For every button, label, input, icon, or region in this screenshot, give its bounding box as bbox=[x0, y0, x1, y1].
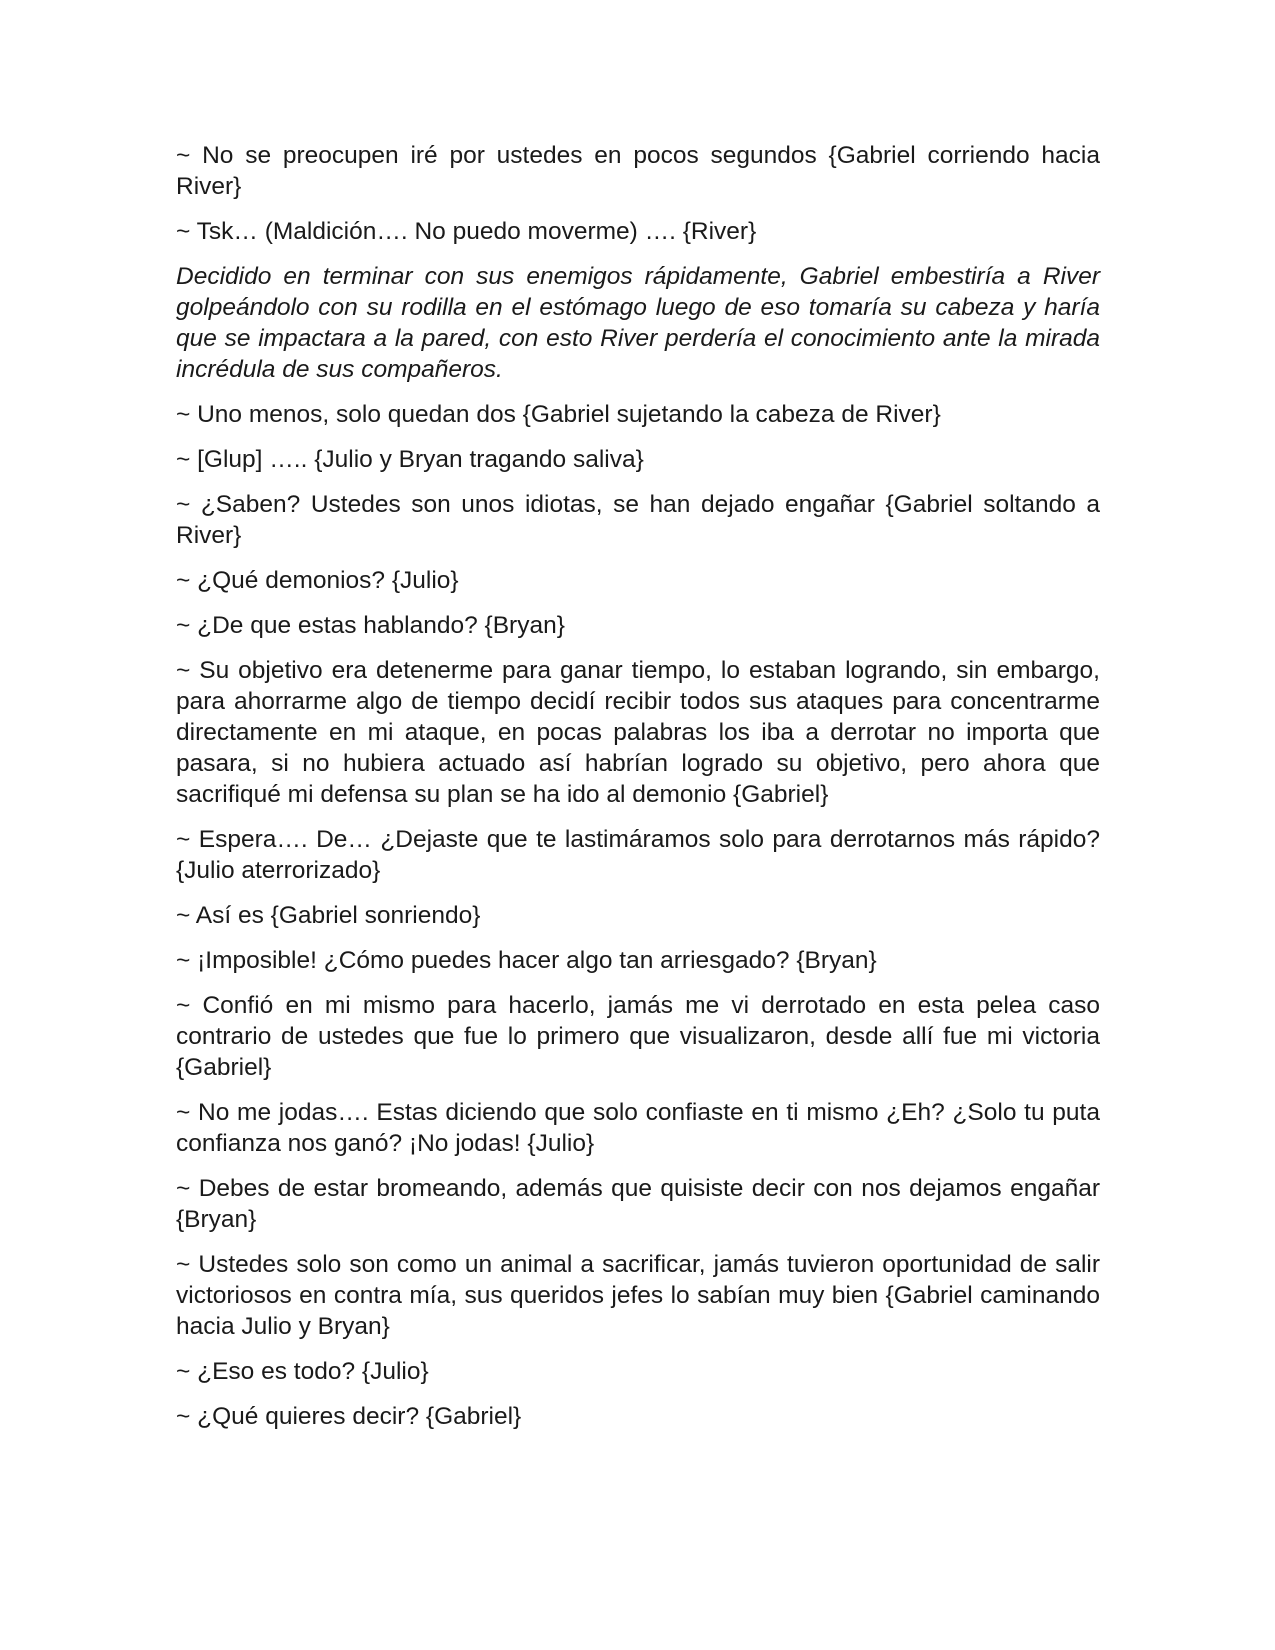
dialogue-line: ~ No se preocupen iré por ustedes en pocos segundos {Gabriel corriendo hacia River} bbox=[176, 142, 1100, 200]
dialogue-line: ~ Espera…. De… ¿Dejaste que te lastimáramos solo para derrotarnos más rápido? {Julio aterrorizado} bbox=[176, 826, 1100, 884]
dialogue-line: ~ [Glup] ….. {Julio y Bryan tragando saliva} bbox=[176, 446, 644, 473]
dialogue-line: ~ Ustedes solo son como un animal a sacrificar, jamás tuvieron oportunidad de salir victoriosos en contra mía, sus queridos jefes lo sabían muy bien {Gabriel caminando hacia Julio y Bryan} bbox=[176, 1251, 1100, 1340]
dialogue-line: ~ ¿De que estas hablando? {Bryan} bbox=[176, 612, 565, 639]
dialogue-line: ~ Confió en mi mismo para hacerlo, jamás me vi derrotado en esta pelea caso contrario de ustedes que fue lo primero que visualizaron, desde allí fue mi victoria {Gabriel} bbox=[176, 992, 1100, 1081]
dialogue-line: ~ Su objetivo era detenerme para ganar tiempo, lo estaban logrando, sin embargo, para ahorrarme algo de tiempo decidí recibir todos sus ataques para concentrarme directamente en mi ataque, en pocas palabras los iba a derrotar no importa que pasara, si no hubiera actuado así habrían logrado su objetivo, pero ahora que sacrifiqué mi defensa su plan se ha ido al demonio {Gabriel} bbox=[176, 657, 1100, 808]
dialogue-line: ~ Así es {Gabriel sonriendo} bbox=[176, 902, 481, 929]
dialogue-line: ~ Tsk… (Maldición…. No puedo moverme) …. {River} bbox=[176, 218, 757, 245]
dialogue-line: ~ ¡Imposible! ¿Cómo puedes hacer algo tan arriesgado? {Bryan} bbox=[176, 947, 877, 974]
dialogue-line: ~ ¿Saben? Ustedes son unos idiotas, se han dejado engañar {Gabriel soltando a River} bbox=[176, 491, 1100, 549]
dialogue-line: ~ Debes de estar bromeando, además que quisiste decir con nos dejamos engañar {Bryan} bbox=[176, 1175, 1100, 1233]
dialogue-line: ~ ¿Qué quieres decir? {Gabriel} bbox=[176, 1403, 522, 1430]
dialogue-line: ~ Uno menos, solo quedan dos {Gabriel sujetando la cabeza de River} bbox=[176, 401, 941, 428]
dialogue-line: ~ ¿Qué demonios? {Julio} bbox=[176, 567, 459, 594]
dialogue-line: ~ ¿Eso es todo? {Julio} bbox=[176, 1358, 429, 1385]
narration-paragraph: Decidido en terminar con sus enemigos rápidamente, Gabriel embestiría a River golpeándolo con su rodilla en el estómago luego de eso tomaría su cabeza y haría que se impactara a la pared, con esto River perdería el conocimiento ante la mirada incrédula de sus compañeros. bbox=[176, 263, 1100, 383]
dialogue-line: ~ No me jodas…. Estas diciendo que solo confiaste en ti mismo ¿Eh? ¿Solo tu puta confianza nos ganó? ¡No jodas! {Julio} bbox=[176, 1099, 1100, 1157]
document-page bbox=[176, 140, 1100, 1446]
